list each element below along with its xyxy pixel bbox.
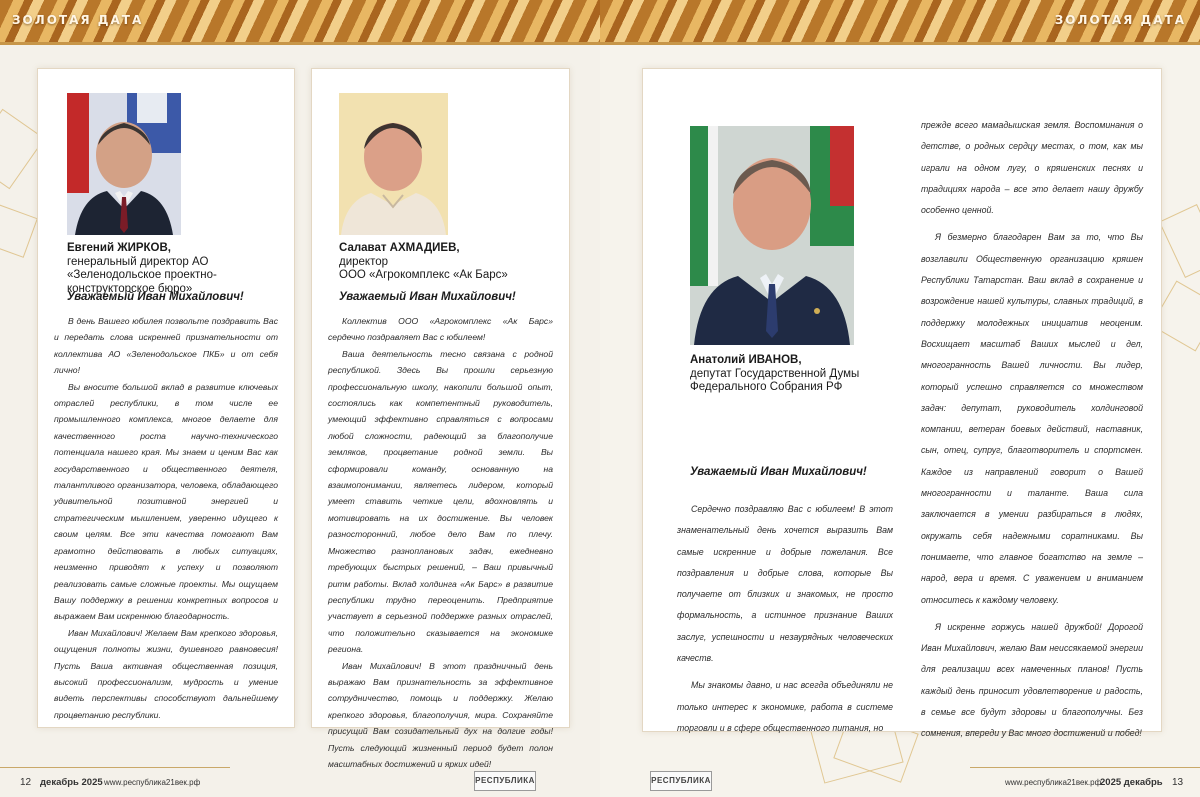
publication-logo: РЕСПУБЛИКА: [474, 771, 536, 791]
portrait-photo-ivanov: [690, 126, 854, 345]
page-number: 12: [20, 777, 32, 788]
letter-paragraph: Мы знакомы давно, и нас всегда объединяли не только интерес к экономике, работа в системе торговли и в сфере общественного питания, но: [677, 680, 893, 733]
letter-column-1: [677, 499, 893, 745]
top-banner: [0, 0, 600, 45]
section-label: ЗОЛОТАЯ ДАТА: [12, 13, 144, 27]
author-name: Анатолий ИВАНОВ,: [690, 354, 802, 366]
letter-body: [328, 313, 553, 772]
letter-paragraph: Я безмерно благодарен Вам за то, что Вы возглавили Общественную организацию кряшен Республики Татарстан. Ваш вклад в сохранение и возрождение нашей культуры, славных традиций, в поддержку молодежных инициатив неоценим. Восхищает масштаб Ваших мыслей и дел, многогранность Вашей личности. Вы лидер, который успешно справляется со множеством задач: депутат, руководитель холдинговой компании, ветеран боевых действий, наставник, сын, отец, супруг, благотворитель и спортсмен. Каждое из направлений говорит о Вашей многогранности и таланте. Ваша сила заключается в умении разбираться в людях, окружать себя надежными соратниками. Вы понимаете, что главное богатство на земле – народ, вера и время. С уважением и вниманием относитесь к каждому человеку.: [921, 232, 1143, 605]
letter-paragraph: Иван Михайлович! В этот праздничный день выражаю Вам признательность за эффективное сотрудничество, помощь и поддержку. Желаю крепкого здоровья, благополучия, мира. Сохраняйте присущий Вам созидательный дух на долгие годы! Пусть следующий жизненный период будет полон масштабных достижений и ярких идей!: [328, 660, 553, 769]
author-name: Салават АХМАДИЕВ,: [339, 242, 460, 254]
page-footer: [0, 757, 600, 797]
right-page: [600, 0, 1200, 797]
author-name-block: [67, 242, 297, 296]
publication-logo: РЕСПУБЛИКА: [650, 771, 712, 791]
letter-paragraph: Иван Михайлович! Желаем Вам крепкого здоровья, ощущения полноты жизни, душевного равновесия! Пусть Ваша активная общественная позиция, высокий профессионализм, мудрость и умение видеть перспективы способствуют дальнейшему процветанию республики.: [54, 627, 278, 720]
portrait-photo-zhirkov: [67, 93, 181, 235]
gold-frame-decoration: [0, 204, 38, 258]
letter-paragraph: Я искренне горжусь нашей дружбой! Дорогой Иван Михайлович, желаю Вам неиссякаемой энергии для реализации всех намеченных планов! Пусть каждый день приносит удовлетворение и радость, в семье все будут здоровы и благополучны. Без сомнения, впереди у Вас много достижений и побед!: [921, 621, 1143, 739]
site-url: www.республика21век.рф: [104, 778, 201, 787]
footer-rule: [0, 767, 230, 768]
page-number: 13: [1172, 777, 1184, 788]
letter-paragraph: Коллектив ООО «Агрокомплекс «Ак Барс» сердечно поздравляет Вас с юбилеем!: [328, 316, 553, 343]
author-position: генеральный директор АО «Зеленодольское проектно-конструкторское бюро»: [67, 255, 217, 295]
letter-paragraph: Сердечно поздравляю Вас с юбилеем! В этот знаменательный день хочется выразить Вам самые искренние и добрые пожелания. Все поздравления и добрые слова, которые Вы получаете от близких и знакомых, не просто формальность, а истинное признание Ваших заслуг, успешности и незаурядных человеческих качеств.: [677, 504, 893, 664]
letter-paragraph: В день Вашего юбилея позвольте поздравить Вас и передать слова искренней признательности от коллектива АО «Зеленодольское ПКБ» и от себя лично!: [54, 316, 278, 376]
greeting-card-akhmadiev: [311, 68, 570, 769]
author-organization: Федерального Собрания РФ: [690, 381, 843, 393]
greeting-heading: Уважаемый Иван Михайлович!: [339, 291, 516, 303]
letter-paragraph: прежде всего мамадышская земля. Воспоминания о детстве, о родных сердцу местах, о том, как мы играли на одном лугу, о кряшенских песнях и традициях народа – все это делает нашу дружбу особенно ценной.: [921, 120, 1143, 216]
gold-frame-decoration: [1159, 204, 1200, 278]
greeting-card-ivanov: [642, 68, 1162, 739]
letter-body: [54, 313, 278, 723]
author-name: Евгений ЖИРКОВ,: [67, 242, 171, 254]
section-label: ЗОЛОТАЯ ДАТА: [1054, 13, 1186, 27]
greeting-card-zhirkov: [37, 68, 295, 728]
author-position: директор: [339, 255, 389, 268]
author-organization: ООО «Агрокомплекс «Ак Барс»: [339, 269, 508, 281]
portrait-photo-akhmadiev: [339, 93, 448, 235]
top-banner: [600, 0, 1200, 45]
issue-date: декабрь 2025: [40, 777, 103, 788]
page-footer: [600, 757, 1200, 797]
letter-paragraph: Вы вносите большой вклад в развитие ключевых отраслей республики, в том числе ее промышленного комплекса, многое делаете для качественного роста научно-технического потенциала нашего края. Мы знаем и ценим Вас как государственного и общественного деятеля, талантливого организатора, человека, обладающего удивительной позитивной энергией и стратегическим мышлением, уверенно идущего к своим целям. Все эти качества помогают Вам грамотно действовать в любых ситуациях, неизменно приводят к успеху и позволяют реализовать самые сложные проекты. Мы ощущаем Вашу поддержку в решении конкретных вопросов и выражаем Вам искреннюю благодарность.: [54, 381, 278, 622]
author-name-block: [690, 354, 910, 395]
letter-paragraph: Ваша деятельность тесно связана с родной республикой. Здесь Вы прошли серьезную профессиональную школу, накопили большой опыт, состоялись как компетентный руководитель, умеющий эффективно справляться с вопросами любой сложности, радеющий за благополучие земляков, процветание родной земли. Вы сформировали команду, основанную на взаимопонимании, являетесь лидером, который умеет ставить четкие цели, вдохновлять и мотивировать на их достижение. Вы человек разносторонний, любое дело Вам по плечу. Множество разноплановых задач, ежедневно требующих быстрых решений, – Ваш привычный ритм работы. Вклад холдинга «Ак Барс» в развитие республики трудно переоценить. Предприятие участвует в серьезной поддержке разных отраслей, что положительно сказывается на экономике региона.: [328, 348, 553, 655]
greeting-heading: Уважаемый Иван Михайлович!: [690, 466, 867, 478]
greeting-heading: Уважаемый Иван Михайлович!: [67, 291, 244, 303]
letter-column-2: [921, 115, 1143, 751]
issue-date: 2025 декабрь: [1100, 777, 1163, 788]
author-name-block: [339, 242, 559, 283]
site-url: www.республика21век.рф: [1005, 778, 1102, 787]
footer-rule: [970, 767, 1200, 768]
author-position: депутат Государственной Думы: [690, 367, 860, 380]
